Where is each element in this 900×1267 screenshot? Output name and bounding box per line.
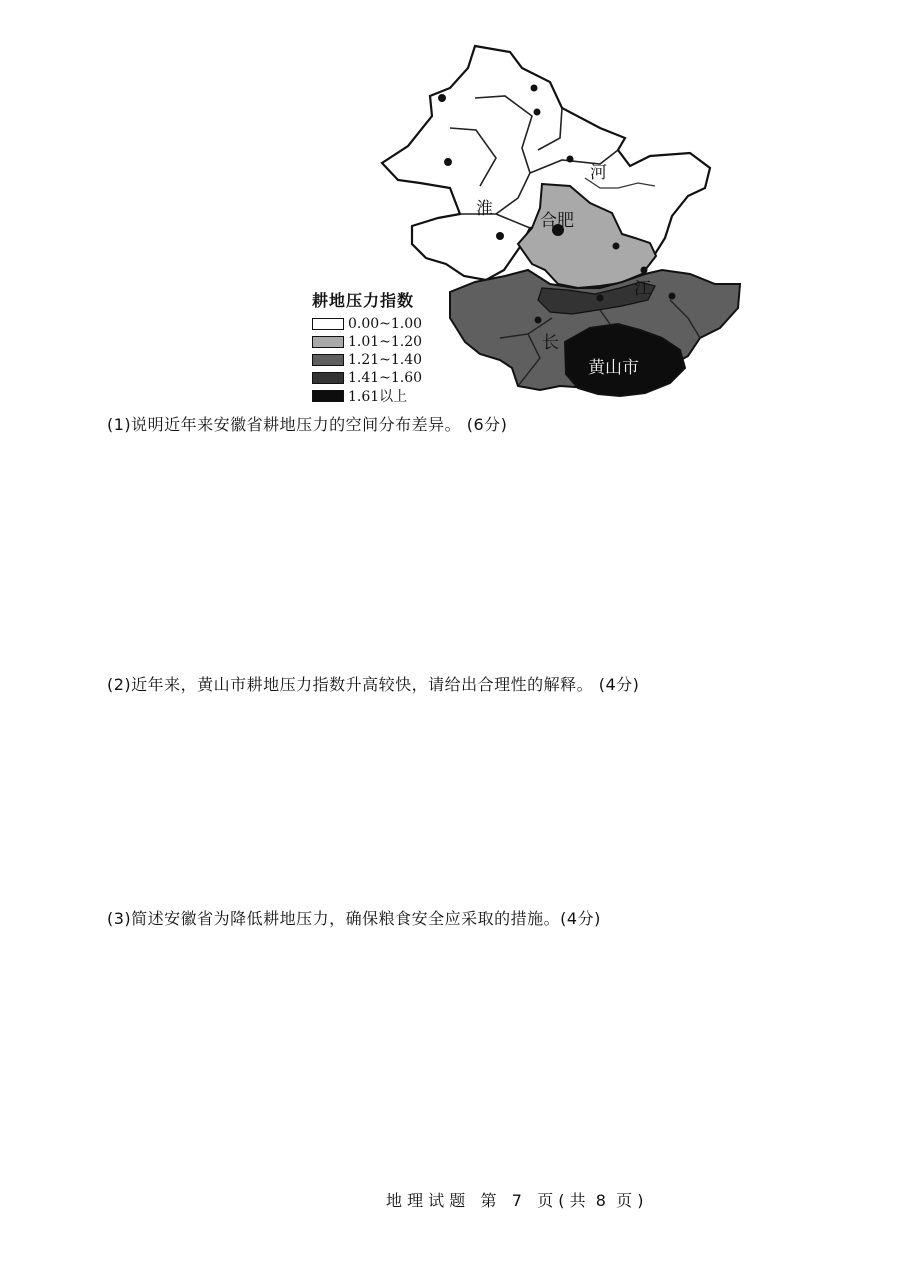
- legend-swatch: [312, 372, 344, 384]
- legend-swatch: [312, 336, 344, 348]
- label-huai: 淮: [476, 199, 493, 219]
- legend-label: 1.41~1.60: [348, 370, 423, 386]
- label-huangshan: 黄山市: [588, 358, 639, 378]
- legend-label: 1.01~1.20: [348, 334, 423, 350]
- legend-swatch: [312, 354, 344, 366]
- legend-swatch: [312, 318, 344, 330]
- legend-label: 1.61以上: [348, 389, 408, 405]
- label-jiang: 江: [634, 279, 651, 299]
- legend-item: [312, 387, 472, 405]
- legend-item: [312, 369, 472, 387]
- anhui-cropland-pressure-map: [300, 38, 760, 406]
- question-1: (1)说明近年来安徽省耕地压力的空间分布差异。 (6分): [107, 415, 508, 434]
- page-footer: 地 理 试 题 第 7 页 ( 共 8 页 ): [386, 1191, 644, 1210]
- label-chang: 长: [542, 333, 559, 353]
- legend-item: [312, 351, 472, 369]
- legend-label: 0.00~1.00: [348, 316, 423, 332]
- legend-label: 1.21~1.40: [348, 352, 423, 368]
- question-2: (2)近年来，黄山市耕地压力指数升高较快，请给出合理性的解释。 (4分): [107, 675, 640, 694]
- question-3: (3)简述安徽省为降低耕地压力，确保粮食安全应采取的措施。(4分): [107, 909, 601, 928]
- legend-item: [312, 333, 472, 351]
- map-legend: [312, 288, 472, 405]
- label-he: 河: [590, 163, 607, 183]
- legend-swatch: [312, 390, 344, 402]
- label-hefei: 合肥: [540, 211, 574, 231]
- legend-title: 耕地压力指数: [312, 291, 415, 310]
- legend-item: [312, 315, 472, 333]
